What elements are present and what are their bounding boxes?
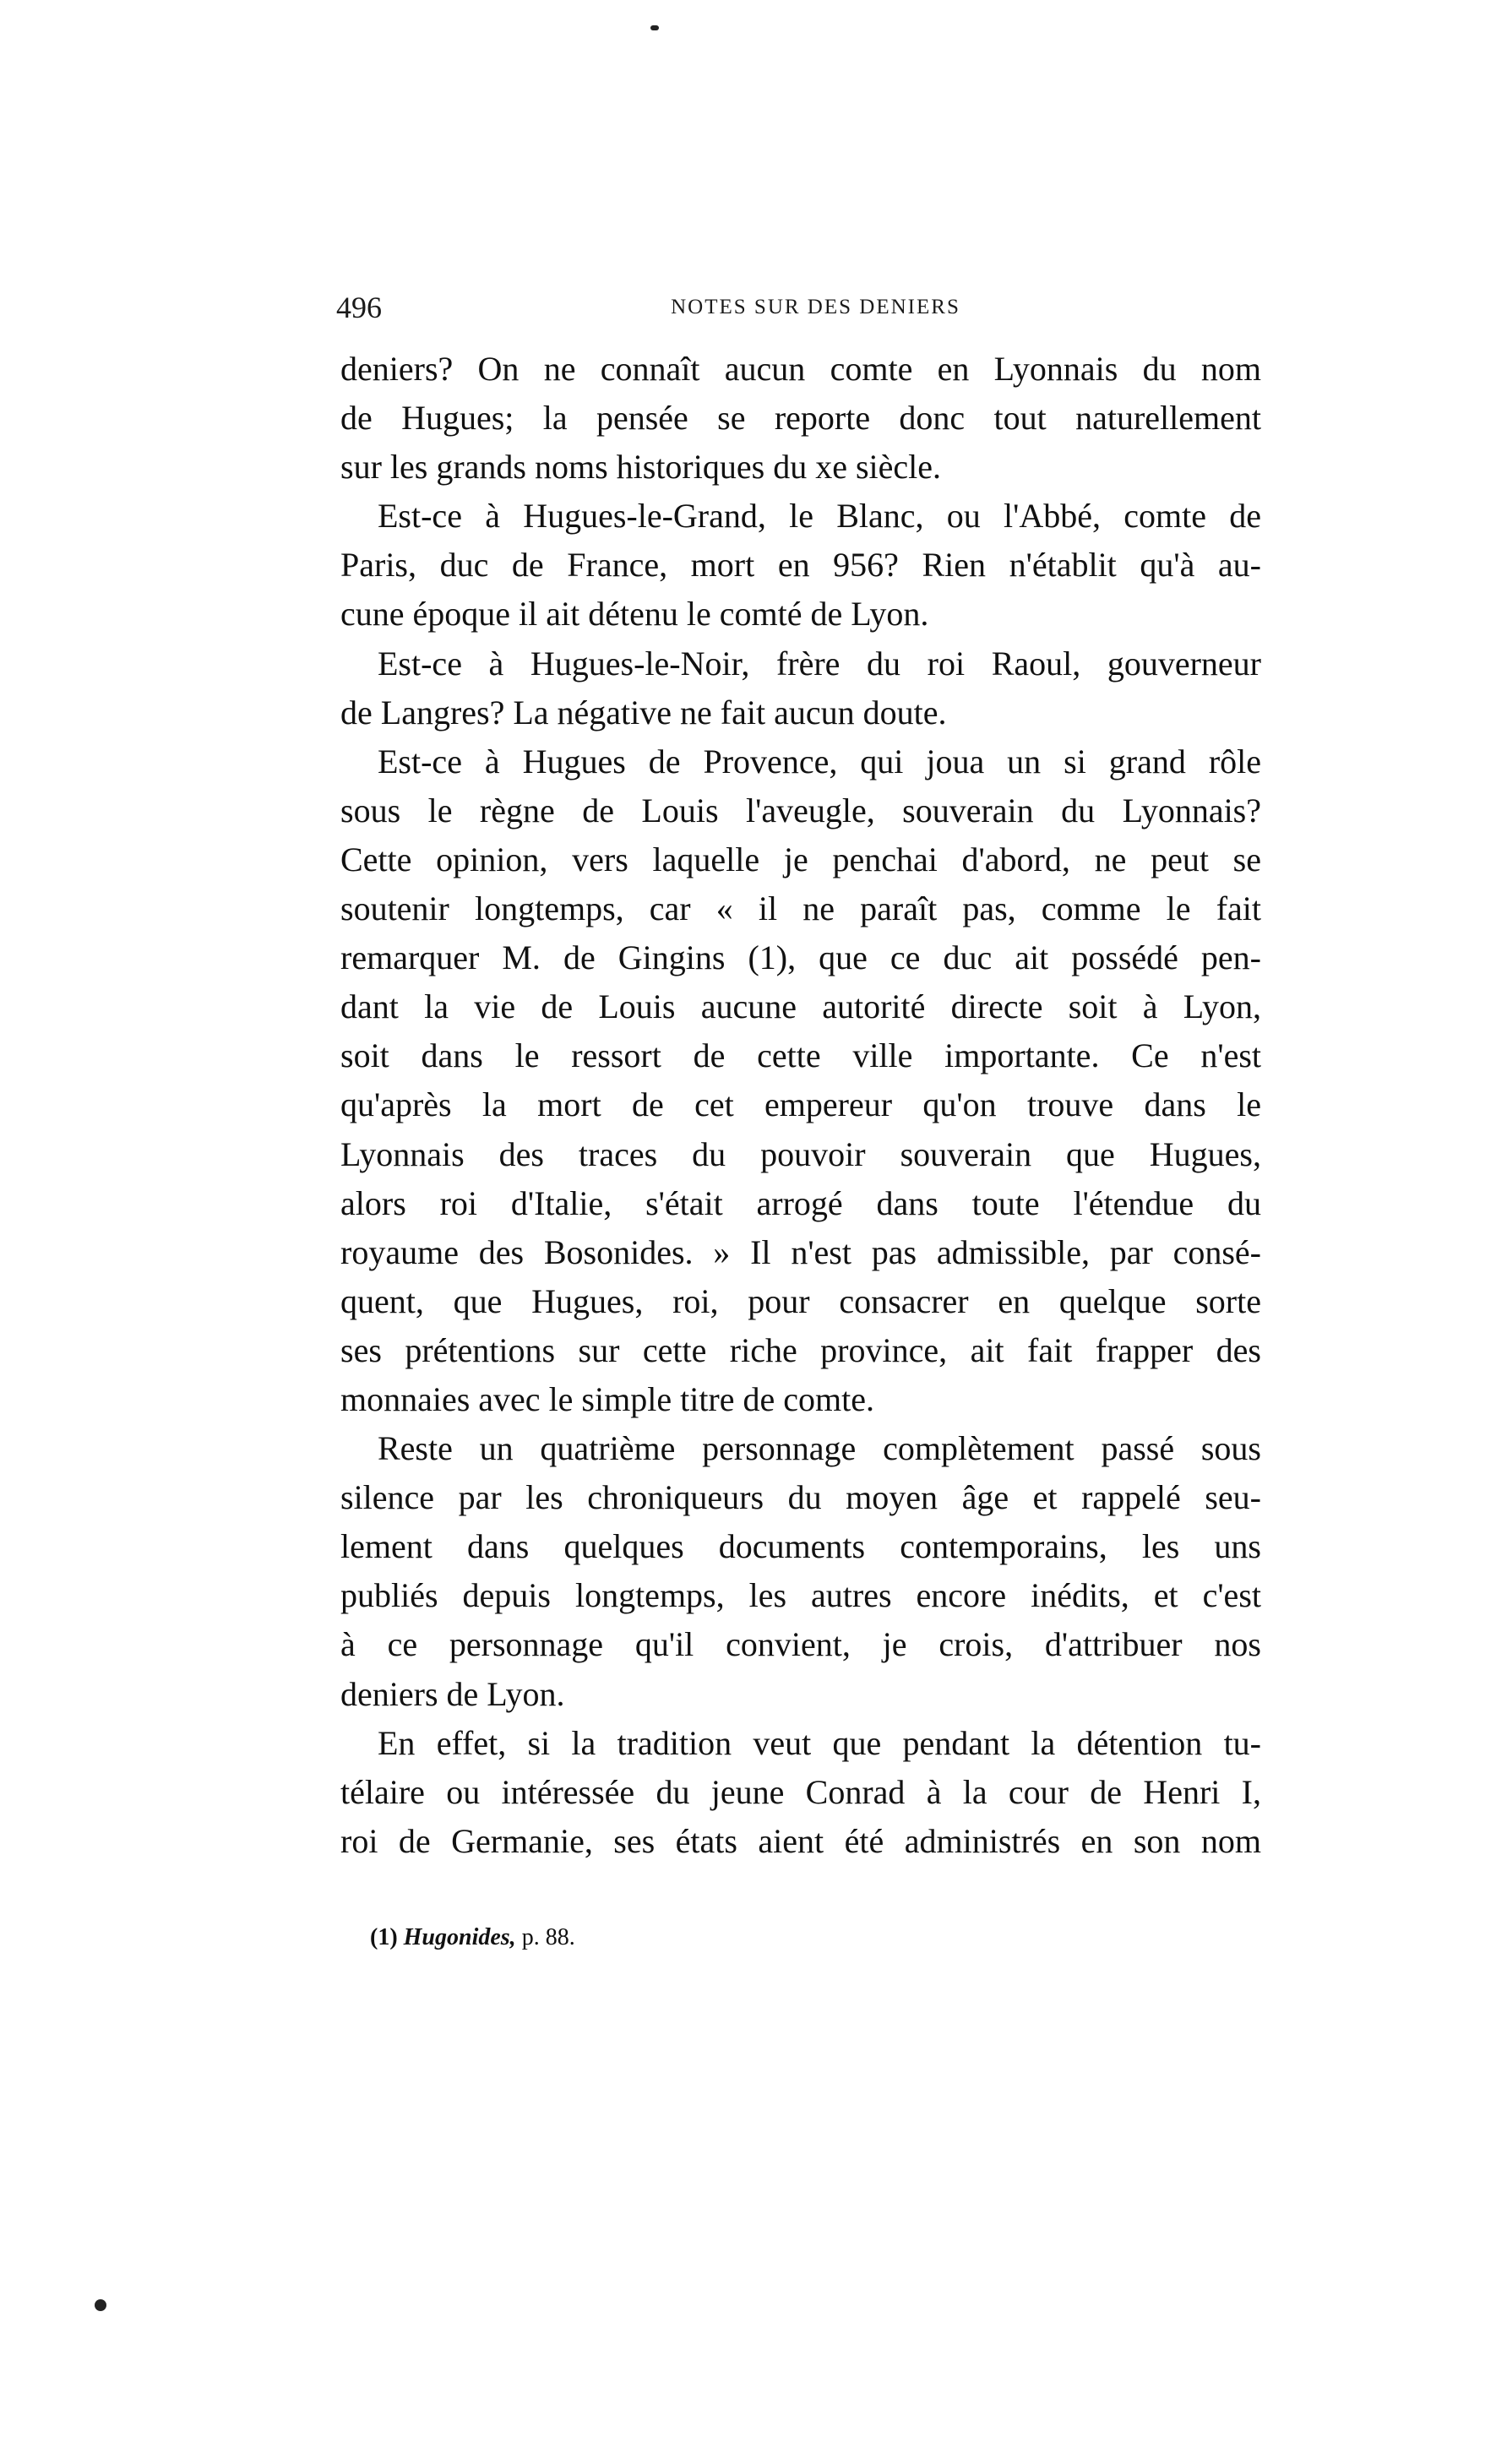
text-line: de Langres? La négative ne fait aucun doute. bbox=[340, 693, 947, 732]
text-line: monnaies avec le simple titre de comte. bbox=[340, 1379, 874, 1418]
text-line: En effet, si la tradition veut que pendant la détention tu- bbox=[378, 1723, 1261, 1762]
running-head bbox=[336, 289, 1261, 326]
text-line: Cette opinion, vers laquelle je penchai d'abord, ne peut se bbox=[340, 840, 1261, 878]
text-line: ses prétentions sur cette riche province, ait fait frapper des bbox=[340, 1330, 1261, 1369]
text-line: deniers? On ne connaît aucun comte en Lyonnais du nom bbox=[340, 350, 1261, 388]
ink-speck bbox=[650, 25, 659, 30]
text-line: Lyonnais des traces du pouvoir souverain que Hugues, bbox=[340, 1134, 1261, 1173]
text-line: lement dans quelques documents contemporains, les uns bbox=[340, 1527, 1261, 1566]
text-line: sur les grands noms historiques du xe siècle. bbox=[340, 448, 941, 487]
text-line: quent, que Hugues, roi, pour consacrer en quelque sorte bbox=[340, 1281, 1261, 1320]
footnote-source: Hugonides, bbox=[403, 1924, 516, 1950]
text-line: cune époque il ait détenu le comté de Lyon. bbox=[340, 595, 929, 634]
text-line: sous le règne de Louis l'aveugle, souverain du Lyonnais? bbox=[340, 791, 1261, 829]
text-line: Est-ce à Hugues-le-Noir, frère du roi Raoul, gouverneur bbox=[378, 644, 1261, 683]
footnote bbox=[370, 1919, 575, 1956]
text-line: alors roi d'Italie, s'était arrogé dans toute l'étendue du bbox=[340, 1183, 1261, 1222]
ink-speck bbox=[95, 2299, 106, 2311]
text-line: à ce personnage qu'il convient, je crois, d'attribuer nos bbox=[340, 1625, 1261, 1664]
text-line: qu'après la mort de cet empereur qu'on trouve dans le bbox=[340, 1085, 1261, 1124]
running-title: NOTES SUR DES DENIERS bbox=[671, 296, 960, 318]
text-line: Paris, duc de France, mort en 956? Rien n'établit qu'à au- bbox=[340, 546, 1261, 585]
footnote-marker: (1) bbox=[370, 1924, 398, 1950]
text-line: dant la vie de Louis aucune autorité directe soit à Lyon, bbox=[340, 987, 1261, 1026]
body-text bbox=[340, 345, 1261, 1866]
text-line: soutenir longtemps, car « il ne paraît pas, comme le fait bbox=[340, 889, 1261, 928]
text-line: de Hugues; la pensée se reporte donc tout naturellement bbox=[340, 399, 1261, 438]
footnote-page: p. 88. bbox=[521, 1924, 575, 1950]
text-line: Est-ce à Hugues de Provence, qui joua un si grand rôle bbox=[378, 742, 1261, 781]
page-number: 496 bbox=[336, 291, 382, 324]
text-line: Reste un quatrième personnage complètement passé sous bbox=[378, 1429, 1261, 1468]
text-line: deniers de Lyon. bbox=[340, 1674, 565, 1713]
text-line: Est-ce à Hugues-le-Grand, le Blanc, ou l'Abbé, comte de bbox=[378, 497, 1261, 536]
text-line: soit dans le ressort de cette ville importante. Ce n'est bbox=[340, 1036, 1261, 1075]
text-line: remarquer M. de Gingins (1), que ce duc ait possédé pen- bbox=[340, 938, 1261, 977]
text-line: publiés depuis longtemps, les autres encore inédits, et c'est bbox=[340, 1576, 1261, 1615]
text-line: silence par les chroniqueurs du moyen âge et rappelé seu- bbox=[340, 1478, 1261, 1517]
text-line: télaire ou intéressée du jeune Conrad à la cour de Henri I, bbox=[340, 1772, 1261, 1811]
text-line: roi de Germanie, ses états aient été administrés en son nom bbox=[340, 1821, 1261, 1860]
text-line: royaume des Bosonides. » Il n'est pas admissible, par consé- bbox=[340, 1232, 1261, 1271]
